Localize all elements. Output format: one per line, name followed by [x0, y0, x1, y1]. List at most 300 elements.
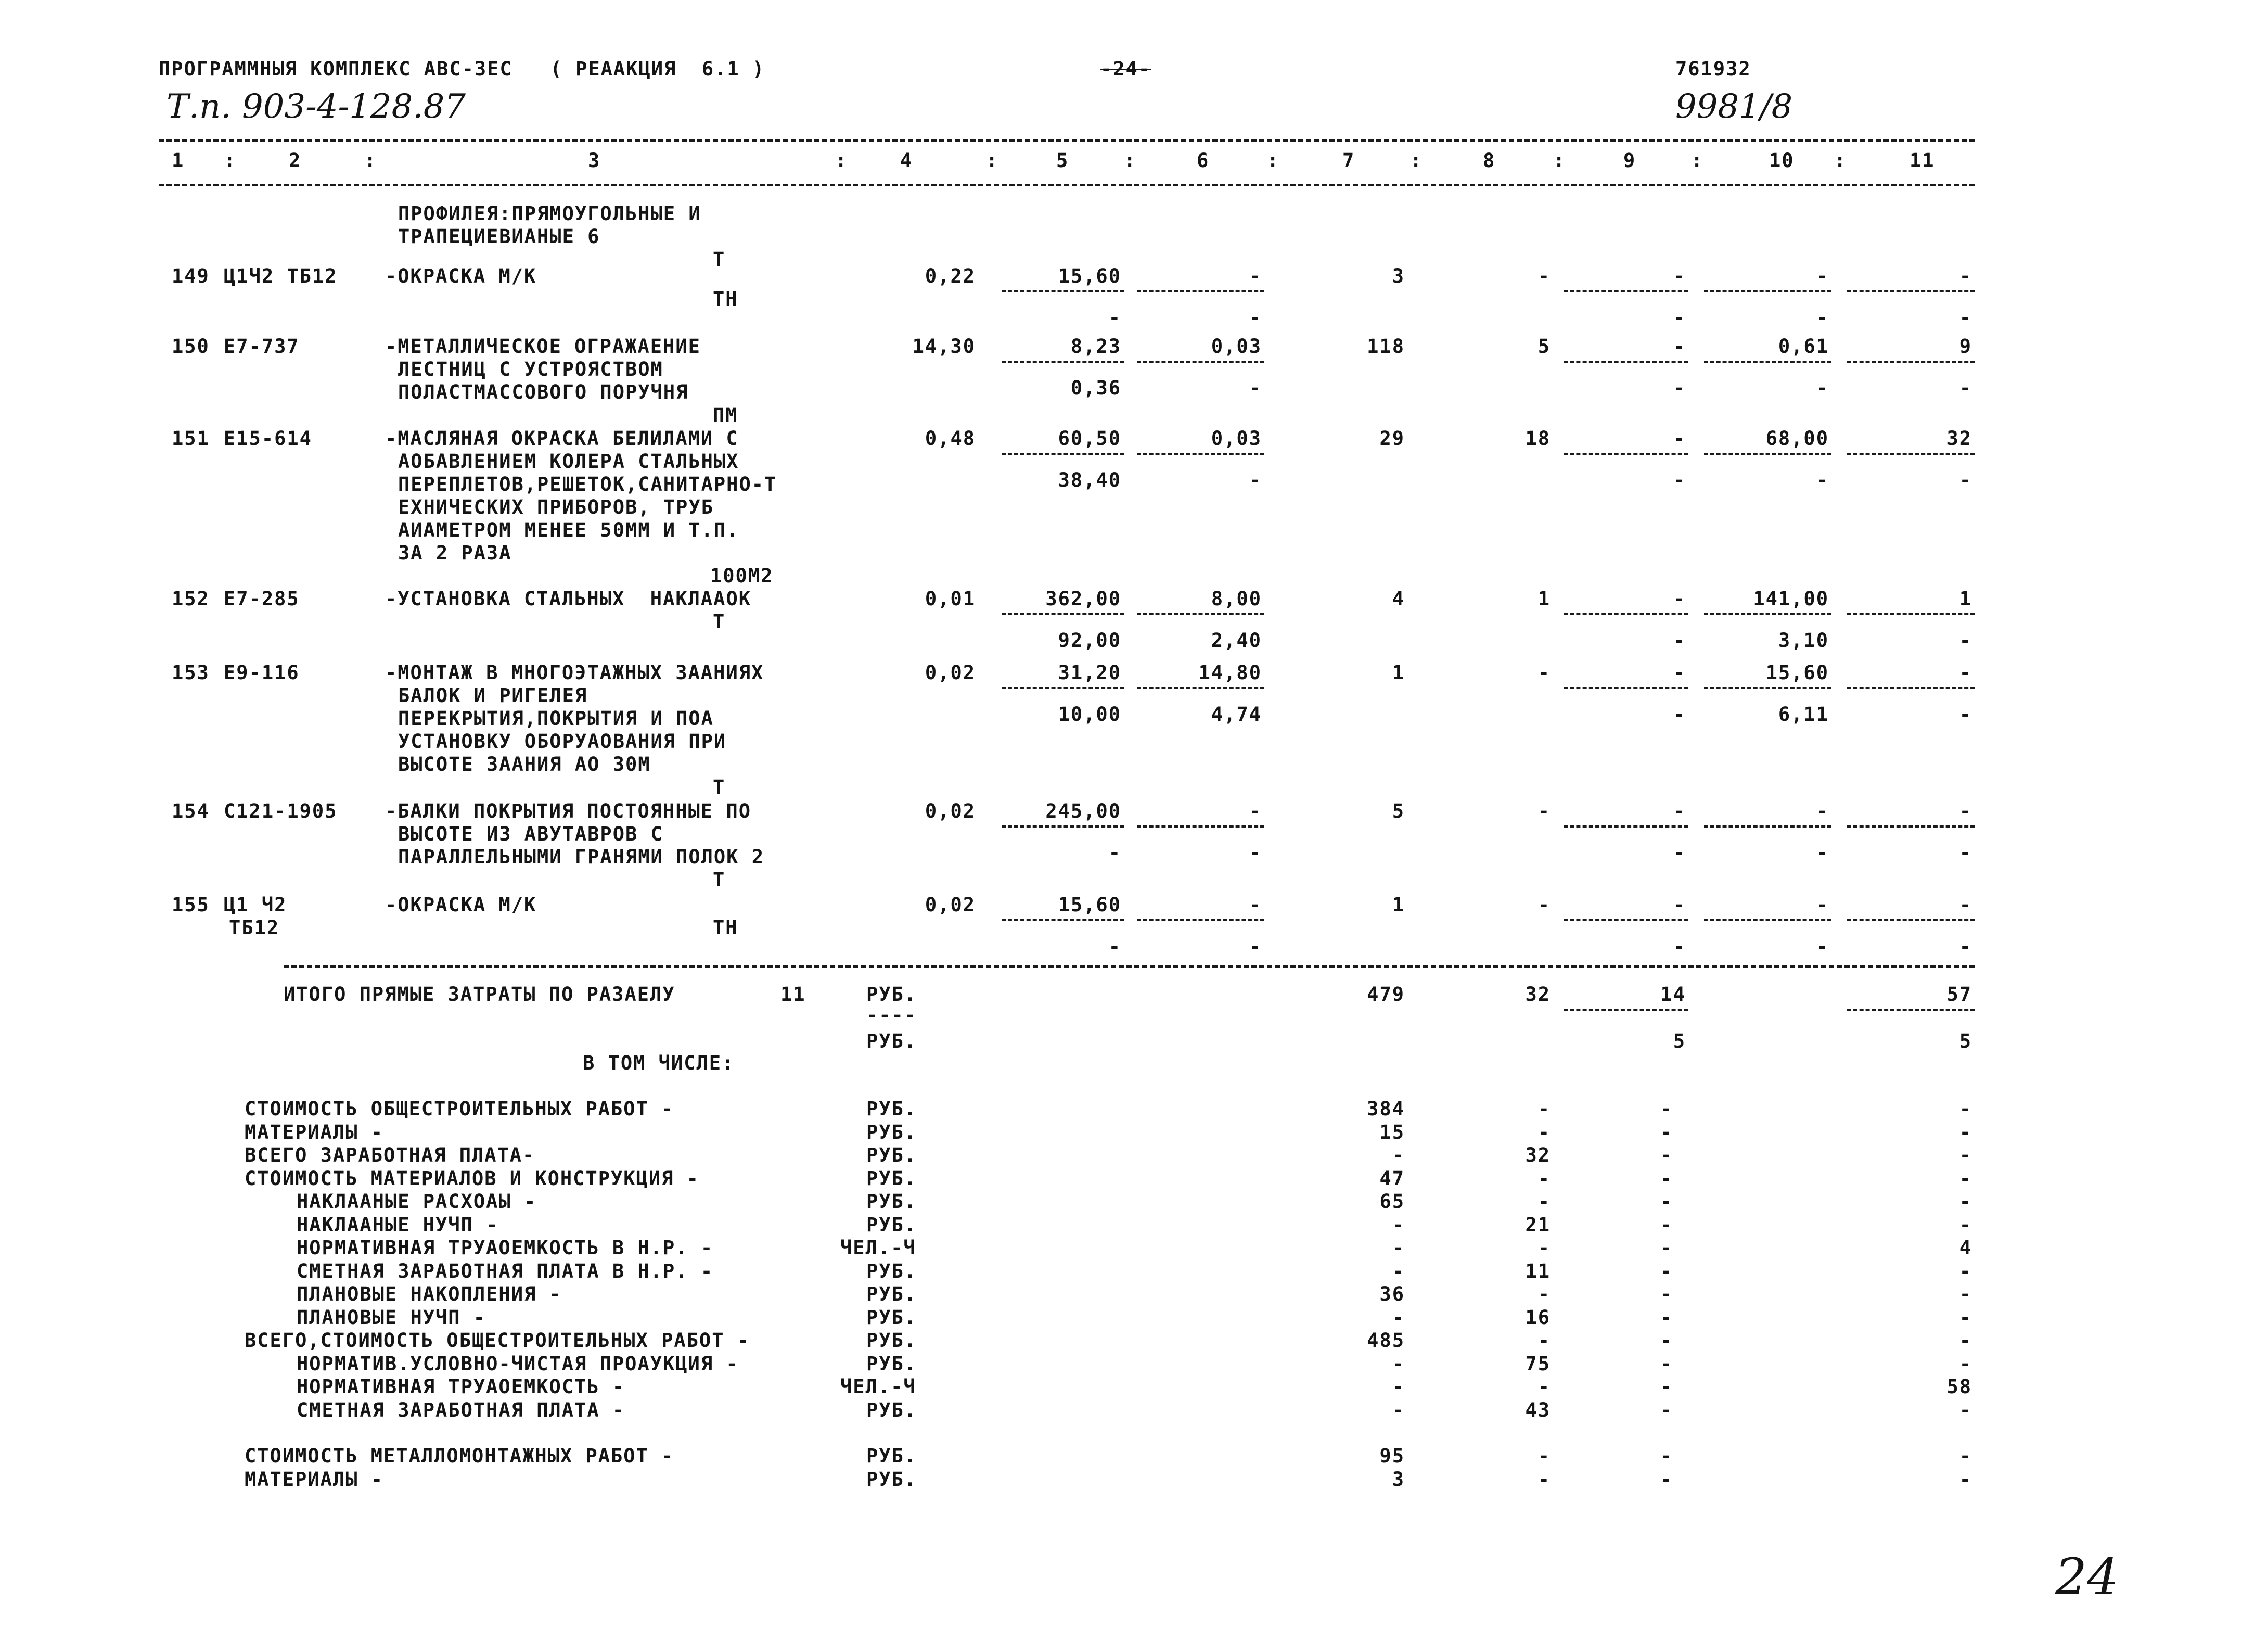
- summary-wage: 32: [1525, 1144, 1551, 1166]
- summary-unit: РУБ.: [866, 1445, 917, 1467]
- column-separator: :: [224, 149, 237, 172]
- column-separator: :: [835, 149, 848, 172]
- item-quantity: 0,01: [925, 588, 976, 610]
- item-subrule: [1564, 687, 1688, 689]
- item-unit-wage-b: -: [1249, 935, 1262, 958]
- summary-col11: -: [1959, 1259, 1972, 1282]
- summary-label: МАТЕРИАЛЫ -: [245, 1468, 384, 1491]
- item-number: 150: [172, 335, 210, 358]
- item-total-cost: 4: [1392, 588, 1405, 610]
- summary-wage: -: [1537, 1098, 1551, 1120]
- summary-unit: РУБ.: [866, 1352, 917, 1375]
- item-col10: 15,60: [1765, 661, 1829, 684]
- total-label: ИТОГО ПРЯМЫЕ ЗАТРАТЫ ПО РАЗАЕЛУ: [284, 983, 675, 1005]
- item-description-line: ВЫСОТЕ ЗААНИЯ АО 30М: [398, 753, 651, 775]
- summary-col11: -: [1959, 1121, 1972, 1143]
- summary-label: СТОИМОСТЬ МЕТАЛЛОМОНТАЖНЫХ РАБОТ -: [245, 1445, 674, 1467]
- item-col9: -: [1673, 265, 1686, 287]
- item-subrule: [1002, 613, 1124, 615]
- summary-cost: 95: [1379, 1445, 1405, 1467]
- item-unit-cost: 15,60: [1058, 265, 1121, 287]
- item-unit-cost-b: 0,36: [1070, 377, 1121, 399]
- column-header-10: 10: [1769, 149, 1795, 172]
- item-description-line: -МАСЛЯНАЯ ОКРАСКА БЕЛИЛАМИ С: [385, 427, 739, 450]
- summary-wage: -: [1537, 1190, 1551, 1213]
- summary-col9: -: [1660, 1121, 1673, 1143]
- summary-label: НОРМАТИВНАЯ ТРУАОЕМКОСТЬ В Н.Р. -: [297, 1237, 714, 1259]
- item-col11: -: [1959, 894, 1972, 916]
- item-col9-b: -: [1673, 703, 1686, 725]
- summary-wage: -: [1537, 1121, 1551, 1143]
- summary-unit: РУБ.: [866, 1190, 917, 1213]
- item-code: ТБ12: [229, 917, 280, 939]
- summary-col11: -: [1959, 1144, 1972, 1166]
- item-unit-wage: -: [1249, 894, 1262, 916]
- summary-wage: -: [1537, 1445, 1551, 1467]
- item-subrule: [1137, 919, 1264, 921]
- column-header-7: 7: [1342, 149, 1355, 172]
- total-section: 11: [780, 983, 806, 1005]
- column-separator: :: [1834, 149, 1847, 172]
- item-unit-wage: 0,03: [1211, 427, 1262, 450]
- summary-col9: -: [1660, 1213, 1673, 1236]
- item-unit-cost: 31,20: [1058, 661, 1121, 684]
- item-col9-b: -: [1673, 307, 1686, 329]
- summary-wage: 43: [1525, 1398, 1551, 1421]
- item-unit-cost: 60,50: [1058, 427, 1121, 450]
- item-subrule: [1564, 361, 1688, 363]
- summary-cost: 485: [1367, 1329, 1405, 1352]
- summary-unit: РУБ.: [866, 1306, 917, 1329]
- summary-label: МАТЕРИАЛЫ -: [245, 1121, 384, 1143]
- summary-col11: -: [1959, 1398, 1972, 1421]
- item-subrule: [1847, 613, 1975, 615]
- item-subrule: [1564, 919, 1688, 921]
- item-unit-cost-b: 10,00: [1058, 703, 1121, 725]
- item-subrule: [1002, 687, 1124, 689]
- item-number: 149: [172, 265, 210, 287]
- summary-cost: 65: [1379, 1190, 1405, 1213]
- column-separator: :: [1691, 149, 1704, 172]
- summary-unit: РУБ.: [866, 1283, 917, 1305]
- item-unit-wage: 0,03: [1211, 335, 1262, 358]
- item-col10-b: -: [1816, 469, 1829, 491]
- item-code: Ц1Ч2 ТБ12: [224, 265, 338, 287]
- item-total-cost: 1: [1392, 661, 1405, 684]
- column-separator: :: [1553, 149, 1566, 172]
- item-subrule: [1002, 919, 1124, 921]
- total-col11: 57: [1946, 983, 1972, 1005]
- item-subrule: [1847, 453, 1975, 455]
- item-number: 155: [172, 894, 210, 916]
- item-subrule: [1137, 613, 1264, 615]
- item-subrule: [1137, 290, 1264, 292]
- item-description-line: -УСТАНОВКА СТАЛЬНЫХ НАКЛААОК: [385, 588, 752, 610]
- summary-col9: -: [1660, 1329, 1673, 1352]
- summary-wage: 11: [1525, 1259, 1551, 1282]
- summary-label: НОРМАТИВНАЯ ТРУАОЕМКОСТЬ -: [297, 1376, 625, 1398]
- item-subrule: [1704, 290, 1831, 292]
- summary-cost: -: [1392, 1144, 1405, 1166]
- summary-cost: 36: [1379, 1283, 1405, 1305]
- summary-label: НАКЛААНЫЕ НУЧП -: [297, 1213, 499, 1236]
- item-col11: -: [1959, 800, 1972, 822]
- item-subrule: [1704, 453, 1831, 455]
- summary-cost: 384: [1367, 1098, 1405, 1120]
- item-description-line: ПРОФИЛЕЯ:ПРЯМОУГОЛЬНЫЕ И: [398, 202, 701, 225]
- summary-wage: -: [1537, 1468, 1551, 1491]
- item-subrule: [1137, 361, 1264, 363]
- summary-col9: -: [1660, 1167, 1673, 1190]
- item-subrule: [1847, 825, 1975, 828]
- total-col11-b: 5: [1959, 1030, 1972, 1052]
- item-description-line: БАЛОК И РИГЕЛЕЯ: [398, 684, 588, 707]
- item-subrule: [1704, 825, 1831, 828]
- item-description-line: -ОКРАСКА М/К: [385, 265, 537, 287]
- item-unit-wage-b: -: [1249, 842, 1262, 864]
- summary-col9: -: [1660, 1445, 1673, 1467]
- item-unit-cost: 245,00: [1045, 800, 1121, 822]
- item-unit: 100М2: [710, 565, 774, 587]
- item-col9: -: [1673, 894, 1686, 916]
- summary-label: ПЛАНОВЫЕ НУЧП -: [297, 1306, 486, 1329]
- item-description-line: ВЫСОТЕ ИЗ АВУТАВРОВ С: [398, 823, 663, 845]
- summary-col11: -: [1959, 1352, 1972, 1375]
- item-total-wage: 5: [1537, 335, 1551, 358]
- item-col11: 9: [1959, 335, 1972, 358]
- summary-unit: ЧЕЛ.-Ч: [840, 1237, 916, 1259]
- item-col9-b: -: [1673, 842, 1686, 864]
- summary-col9: -: [1660, 1283, 1673, 1305]
- item-description-line: ТРАПЕЦИЕВИАНЫЕ 6: [398, 225, 600, 248]
- item-col11-b: -: [1959, 377, 1972, 399]
- item-total-cost: 5: [1392, 800, 1405, 822]
- item-description-line: ПОЛАСТМАССОВОГО ПОРУЧНЯ: [398, 381, 689, 403]
- item-description-line: АОБАВЛЕНИЕМ КОЛЕРА СТАЛЬНЫХ: [398, 450, 739, 473]
- summary-wage: -: [1537, 1283, 1551, 1305]
- total-wage: 32: [1525, 983, 1551, 1005]
- item-subrule: [1564, 290, 1688, 292]
- item-unit-wage: 14,80: [1198, 661, 1262, 684]
- item-unit-cost-b: -: [1108, 307, 1121, 329]
- total-unit: РУБ.: [866, 983, 917, 1005]
- item-description-line: ПАРАЛЛЕЛЬНЫМИ ГРАНЯМИ ПОЛОК 2: [398, 846, 765, 868]
- item-number: 152: [172, 588, 210, 610]
- summary-cost: -: [1392, 1306, 1405, 1329]
- item-subrule: [1704, 687, 1831, 689]
- item-unit-wage-b: 4,74: [1211, 703, 1262, 725]
- totals-rule: [284, 965, 1975, 968]
- item-unit-cost-b: 38,40: [1058, 469, 1121, 491]
- summary-label: СМЕТНАЯ ЗАРАБОТНАЯ ПЛАТА -: [297, 1398, 625, 1421]
- item-description-line: -БАЛКИ ПОКРЫТИЯ ПОСТОЯННЫЕ ПО: [385, 800, 752, 822]
- item-number: 153: [172, 661, 210, 684]
- item-quantity: 0,02: [925, 661, 976, 684]
- summary-cost: -: [1392, 1213, 1405, 1236]
- item-total-cost: 29: [1379, 427, 1405, 450]
- item-total-cost: 3: [1392, 265, 1405, 287]
- item-subrule: [1002, 825, 1124, 828]
- item-total-wage: -: [1537, 265, 1551, 287]
- summary-col11: 4: [1959, 1237, 1972, 1259]
- item-total-wage: 18: [1525, 427, 1551, 450]
- item-code: Е7-285: [224, 588, 300, 610]
- summary-unit: РУБ.: [866, 1167, 917, 1190]
- item-total-wage: -: [1537, 661, 1551, 684]
- item-code: Ц1 Ч2: [224, 894, 287, 916]
- summary-cost: 15: [1379, 1121, 1405, 1143]
- item-col11: 1: [1959, 588, 1972, 610]
- item-subrule: [1002, 453, 1124, 455]
- column-separator: :: [364, 149, 377, 172]
- column-header-row: [0, 150, 2268, 172]
- item-col11-b: -: [1959, 307, 1972, 329]
- summary-cost: -: [1392, 1398, 1405, 1421]
- item-subrule: [1564, 453, 1688, 455]
- item-col10: -: [1816, 800, 1829, 822]
- column-separator: :: [1124, 149, 1137, 172]
- item-number: 154: [172, 800, 210, 822]
- summary-col11: -: [1959, 1445, 1972, 1467]
- item-unit-wage: -: [1249, 265, 1262, 287]
- item-description-line: УСТАНОВКУ ОБОРУАОВАНИЯ ПРИ: [398, 730, 727, 753]
- item-description-line: ЗА 2 РАЗА: [398, 542, 512, 564]
- item-total-wage: -: [1537, 894, 1551, 916]
- summary-col11: -: [1959, 1190, 1972, 1213]
- item-quantity: 0,48: [925, 427, 976, 450]
- item-description-line: ПЕРЕПЛЕТОВ,РЕШЕТОК,САНИТАРНО-Т: [398, 473, 777, 495]
- item-subrule: [1002, 361, 1124, 363]
- summary-label: СТОИМОСТЬ ОБЩЕСТРОИТЕЛЬНЫХ РАБОТ -: [245, 1098, 674, 1120]
- item-quantity: 0,02: [925, 800, 976, 822]
- summary-label: ПЛАНОВЫЕ НАКОПЛЕНИЯ -: [297, 1283, 562, 1305]
- item-unit: Т: [713, 248, 726, 271]
- summary-col11: -: [1959, 1306, 1972, 1329]
- summary-col11: -: [1959, 1213, 1972, 1236]
- column-header-2: 2: [289, 149, 302, 172]
- item-subrule: [1847, 361, 1975, 363]
- column-separator: :: [1267, 149, 1280, 172]
- summary-unit: РУБ.: [866, 1398, 917, 1421]
- summary-col9: -: [1660, 1190, 1673, 1213]
- item-col10: 68,00: [1765, 427, 1829, 450]
- summary-col11: -: [1959, 1329, 1972, 1352]
- item-col11-b: -: [1959, 842, 1972, 864]
- item-col9-b: -: [1673, 469, 1686, 491]
- item-col10-b: -: [1816, 307, 1829, 329]
- summary-unit: РУБ.: [866, 1259, 917, 1282]
- summary-col9: -: [1660, 1259, 1673, 1282]
- item-col9-b: -: [1673, 935, 1686, 958]
- summary-cost: 3: [1392, 1468, 1405, 1491]
- item-unit: Т: [713, 869, 726, 891]
- item-subrule: [1847, 290, 1975, 292]
- summary-unit: РУБ.: [866, 1121, 917, 1143]
- summary-wage: 16: [1525, 1306, 1551, 1329]
- column-separator: :: [986, 149, 999, 172]
- summary-cost: -: [1392, 1352, 1405, 1375]
- item-unit-wage: -: [1249, 800, 1262, 822]
- summary-col9: -: [1660, 1352, 1673, 1375]
- item-subrule: [1137, 687, 1264, 689]
- item-unit: ТН: [713, 917, 738, 939]
- item-subrule: [1564, 613, 1688, 615]
- total-col9-b: 5: [1673, 1030, 1686, 1052]
- total-underline: ----: [866, 1004, 917, 1026]
- summary-label: НОРМАТИВ.УСЛОВНО-ЧИСТАЯ ПРОАУКЦИЯ -: [297, 1352, 739, 1375]
- column-header-11: 11: [1910, 149, 1935, 172]
- column-header-9: 9: [1623, 149, 1636, 172]
- item-total-wage: 1: [1537, 588, 1551, 610]
- item-unit-wage: 8,00: [1211, 588, 1262, 610]
- column-header-1: 1: [172, 149, 185, 172]
- program-title: ПРОГРАММНЫЯ КОМПЛЕКС АВС-3ЕС ( РЕААКЦИЯ 6.1 ): [159, 58, 765, 80]
- summary-label: ВСЕГО ЗАРАБОТНАЯ ПЛАТА-: [245, 1144, 535, 1166]
- item-unit: ТН: [713, 288, 738, 310]
- item-col9-b: -: [1673, 629, 1686, 652]
- item-code: С121-1905: [224, 800, 338, 822]
- column-header-8: 8: [1483, 149, 1496, 172]
- item-unit-cost: 15,60: [1058, 894, 1121, 916]
- item-description-line: -ОКРАСКА М/К: [385, 894, 537, 916]
- item-code: Е9-116: [224, 661, 300, 684]
- album-number-handwritten: 9981/8: [1675, 87, 1793, 126]
- total-subrule: [1564, 1009, 1688, 1011]
- summary-col9: -: [1660, 1398, 1673, 1421]
- item-description-line: -МОНТАЖ В МНОГОЭТАЖНЫХ ЗААНИЯХ: [385, 661, 764, 684]
- summary-wage: -: [1537, 1237, 1551, 1259]
- item-unit-wage-b: 2,40: [1211, 629, 1262, 652]
- summary-label: НАКЛААНЫЕ РАСХОАЫ -: [297, 1190, 537, 1213]
- summary-unit: ЧЕЛ.-Ч: [840, 1376, 916, 1398]
- item-total-cost: 1: [1392, 894, 1405, 916]
- summary-col9: -: [1660, 1306, 1673, 1329]
- item-subrule: [1704, 919, 1831, 921]
- summary-unit: РУБ.: [866, 1329, 917, 1352]
- summary-col9: -: [1660, 1376, 1673, 1398]
- item-col11-b: -: [1959, 703, 1972, 725]
- header-bottom-rule: [159, 184, 1975, 186]
- item-unit-wage-b: -: [1249, 377, 1262, 399]
- item-col11: -: [1959, 265, 1972, 287]
- column-header-6: 6: [1197, 149, 1210, 172]
- item-col10-b: -: [1816, 377, 1829, 399]
- item-description-line: ЛЕСТНИЦ С УСТРОЯСТВОМ: [398, 358, 663, 380]
- summary-col9: -: [1660, 1144, 1673, 1166]
- item-description-line: АИАМЕТРОМ МЕНЕЕ 50ММ И Т.П.: [398, 519, 739, 541]
- item-code: Е7-737: [224, 335, 300, 358]
- item-code: Е15-614: [224, 427, 312, 450]
- item-col10-b: -: [1816, 935, 1829, 958]
- summary-wage: 75: [1525, 1352, 1551, 1375]
- summary-col9: -: [1660, 1098, 1673, 1120]
- item-subrule: [1847, 687, 1975, 689]
- item-unit-cost: 8,23: [1070, 335, 1121, 358]
- summary-label: ВСЕГО,СТОИМОСТЬ ОБЩЕСТРОИТЕЛЬНЫХ РАБОТ -: [245, 1329, 750, 1352]
- summary-col11: 58: [1946, 1376, 1972, 1398]
- total-col9: 14: [1660, 983, 1686, 1005]
- item-col9: -: [1673, 335, 1686, 358]
- item-description-line: ЕХНИЧЕСКИХ ПРИБОРОВ, ТРУБ: [398, 496, 714, 518]
- item-unit-cost-b: -: [1108, 935, 1121, 958]
- item-col9: -: [1673, 661, 1686, 684]
- item-unit-cost-b: -: [1108, 842, 1121, 864]
- summary-cost: -: [1392, 1237, 1405, 1259]
- total-cost: 479: [1367, 983, 1405, 1005]
- item-col10: -: [1816, 894, 1829, 916]
- item-col11-b: -: [1959, 935, 1972, 958]
- summary-unit: РУБ.: [866, 1098, 917, 1120]
- item-subrule: [1002, 290, 1124, 292]
- item-subrule: [1704, 613, 1831, 615]
- item-col9: -: [1673, 427, 1686, 450]
- summary-wage: -: [1537, 1329, 1551, 1352]
- header-top-rule: [159, 139, 1975, 142]
- item-total-cost: 118: [1367, 335, 1405, 358]
- item-col10-b: 3,10: [1778, 629, 1829, 652]
- item-unit-cost-b: 92,00: [1058, 629, 1121, 652]
- summary-unit: РУБ.: [866, 1144, 917, 1166]
- column-header-5: 5: [1056, 149, 1069, 172]
- item-unit: Т: [713, 776, 726, 798]
- item-unit-wage-b: -: [1249, 469, 1262, 491]
- item-description-line: -МЕТАЛЛИЧЕСКОЕ ОГРАЖАЕНИЕ: [385, 335, 701, 358]
- in-that-number-heading: В ТОМ ЧИСЛЕ:: [583, 1052, 735, 1074]
- item-description-line: ПЕРЕКРЫТИЯ,ПОКРЫТИЯ И ПОА: [398, 707, 714, 730]
- total-unit-2: РУБ.: [866, 1030, 917, 1052]
- item-number: 151: [172, 427, 210, 450]
- summary-label: СТОИМОСТЬ МАТЕРИАЛОВ И КОНСТРУКЦИЯ -: [245, 1167, 699, 1190]
- item-col11: -: [1959, 661, 1972, 684]
- document-code: 761932: [1675, 58, 1751, 80]
- item-quantity: 0,22: [925, 265, 976, 287]
- item-unit-wage-b: -: [1249, 307, 1262, 329]
- item-subrule: [1137, 825, 1264, 828]
- summary-label: СМЕТНАЯ ЗАРАБОТНАЯ ПЛАТА В Н.Р. -: [297, 1259, 714, 1282]
- page-marker: -24-: [1100, 58, 1151, 80]
- column-header-3: 3: [588, 149, 601, 172]
- summary-cost: -: [1392, 1259, 1405, 1282]
- item-col10: -: [1816, 265, 1829, 287]
- summary-wage: 21: [1525, 1213, 1551, 1236]
- item-col10-b: -: [1816, 842, 1829, 864]
- item-subrule: [1704, 361, 1831, 363]
- item-unit-cost: 362,00: [1045, 588, 1121, 610]
- summary-cost: 47: [1379, 1167, 1405, 1190]
- summary-wage: -: [1537, 1376, 1551, 1398]
- project-number-handwritten: Т.п. 903-4-128.87: [166, 87, 466, 126]
- summary-unit: РУБ.: [866, 1213, 917, 1236]
- item-subrule: [1847, 919, 1975, 921]
- item-col10: 141,00: [1753, 588, 1829, 610]
- summary-col11: -: [1959, 1098, 1972, 1120]
- summary-col9: -: [1660, 1468, 1673, 1491]
- item-col10-b: 6,11: [1778, 703, 1829, 725]
- page-number-handwritten: 24: [2055, 1548, 2119, 1606]
- item-col11-b: -: [1959, 469, 1972, 491]
- summary-col9: -: [1660, 1237, 1673, 1259]
- summary-unit: РУБ.: [866, 1468, 917, 1491]
- item-col11-b: -: [1959, 629, 1972, 652]
- item-col9: -: [1673, 800, 1686, 822]
- item-col9: -: [1673, 588, 1686, 610]
- item-quantity: 0,02: [925, 894, 976, 916]
- summary-col11: -: [1959, 1468, 1972, 1491]
- item-unit: Т: [713, 610, 726, 633]
- summary-col11: -: [1959, 1167, 1972, 1190]
- column-separator: :: [1410, 149, 1423, 172]
- summary-cost: -: [1392, 1376, 1405, 1398]
